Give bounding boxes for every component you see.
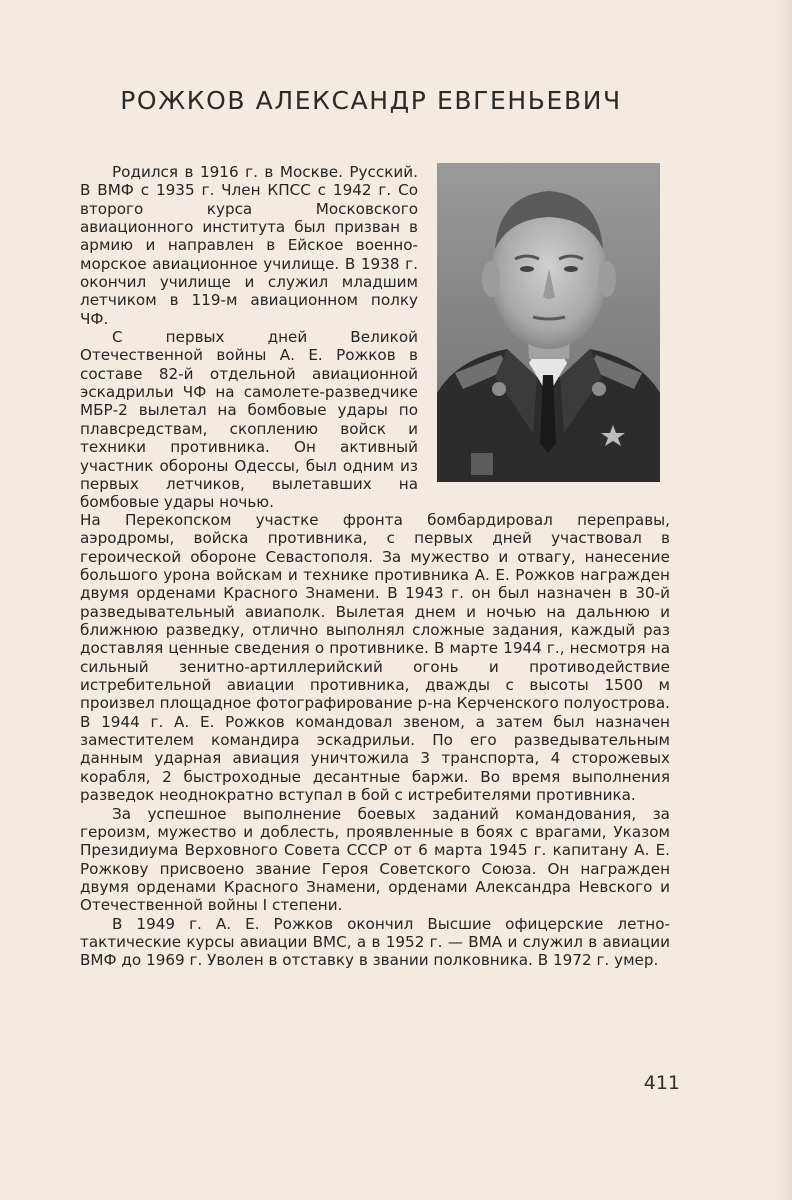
page-edge-shadow [774,0,792,1200]
bio-paragraph-4: В 1949 г. А. Е. Рожков окончил Высшие офицерские летно-тактические курсы авиации ВМС, а в 1952 г. — ВМА и служил в авиации ВМФ до 1969 г. Уволен в отставку в звании полковника. В 1972 г. умер. [80,914,670,970]
portrait-photo [437,163,660,482]
page-number: 411 [643,1072,680,1094]
biography-column-narrow [80,163,418,512]
bio-paragraph-1: Родился в 1916 г. в Москве. Русский. В ВМФ с 1935 г. Член КПСС с 1942 г. Со второго курса Московского авиационного института был призван в армию и направлен в Ейское военно-морское авиационное училище. В 1938 г. окончил училище и служил младшим летчиком в 119-м авиационном полку ЧФ. [80,163,418,328]
page-title: РОЖКОВ АЛЕКСАНДР ЕВГЕНЬЕВИЧ [120,86,622,115]
bio-paragraph-3: За успешное выполнение боевых заданий командования, за героизм, мужество и доблесть, проявленные в боях с врагами, Указом Президиума Верховного Совета СССР от 6 марта 1945 г. капитану А. Е. Рожкову присвоено звание Героя Советского Союза. Он награжден двумя орденами Красного Знамени, орденами Александра Невского и Отечественной войны I степени. [80,804,670,915]
bio-paragraph-2-continued: На Перекопском участке фронта бомбардировал переправы, аэродромы, войска противника, с первых дней участвовал в героической обороне Севастополя. За мужество и отвагу, нанесение большого урона войскам и технике противника А. Е. Рожков награжден двумя орденами Красного Знамени. В 1943 г. он был назначен в 30-й разведывательный авиаполк. Вылетая днем и ночью на дальнюю и ближнюю разведку, отлично выполнял сложные задания, каждый раз доставляя ценные сведения о противнике. В марте 1944 г., несмотря на сильный зенитно-артиллерийский огонь и противодействие истребительной авиации противника, дважды с высоты 1500 м произвел площадное фотографирование р-на Керченского полуострова. В 1944 г. А. Е. Рожков командовал звеном, а затем был назначен заместителем командира эскадрильи. По его разведывательным данным ударная авиация уничтожила 3 транспорта, 4 сторожевых корабля, 2 быстроходные десантные баржи. Во время выполнения разведок неоднократно вступал в бой с истребителями противника. [80,511,670,805]
biography-column-wide [80,511,670,970]
bio-paragraph-2-start: С первых дней Великой Отечественной войны А. Е. Рожков в составе 82-й отдельной авиационной эскадрильи ЧФ на самолете-разведчике МБР-2 вылетал на бомбовые удары по плавсредствам, скоплению войск и техники противника. Он активный участник обороны Одессы, был одним из первых летчиков, вылетавших на бомбовые удары ночью. [80,328,418,512]
